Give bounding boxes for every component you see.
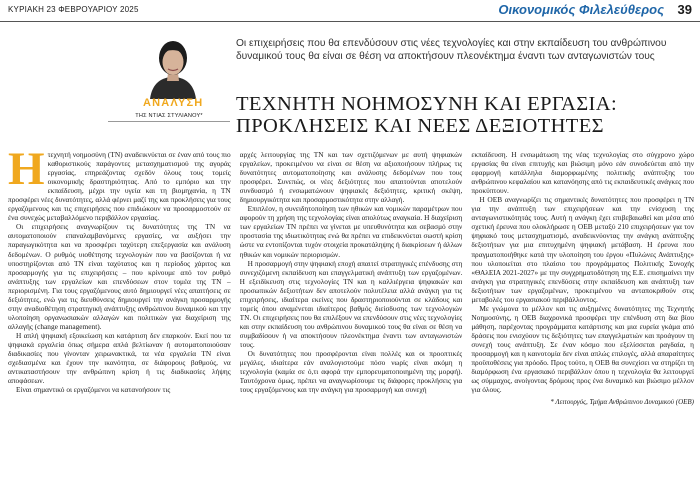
paragraph: Με γνώμονα το μέλλον και τις αυξημένες δυνατότητες της Τεχνητής Νοημοσύνης, η ΟΕΒ διαχρονικά προσφέρει την επένδυση στη δια βίου μάθηση, παρέχοντας προγράμματα κατάρτισης και μια ευρεία γκάμα από δράσεις που ενισχύουν τις δεξιότητες των επαγγελματιών και προάγουν τη συνεχή τους ανάπτυξη. Σε έναν κόσμο που εξελίσσεται ραγδαία, η προσαρμογή και η καινοτομία δεν είναι απλώς επιλογές, αλλά απαραίτητες προϋποθέσεις για πρόοδο. Προς τούτο, η ΟΕΒ θα συνεχίσει να στηρίζει τη διαμόρφωση ένα εργασιακό περιβάλλον όπου η τεχνολογία θα λειτουργεί ως σύμμαχος, ανοίγοντας δρόμους προς ένα δυναμικό και βιώσιμο μέλλον για όλους. [471,303,695,395]
page-header [0,0,700,22]
byline: ΤΗΣ ΝΤΙΑΣ ΣΤΥΛΙΑΝΟΥ* [135,113,203,119]
paragraph: Οι δυνατότητες που προσφέρονται είναι πολλές και οι προοπτικές μεγάλες, ιδιαίτερα εάν αναλογιστούμε πόσο νωρίς είναι ακόμη η τεχνολογία (καμία σε ό,τι αφορά την εμπορευματοποιημένη της μορφή). Ταυτόχρονα όμως, πρέπει να αναγνωρίσουμε τις διάφορες προκλήσεις για τους εργαζόμενους και την ανάγκη για προσαρμογή και συνεχή [239,349,463,395]
byline-divider [108,121,230,122]
paragraph: εκπαίδευση. Η ενσωμάτωση της νέας τεχνολογίας στο σύγχρονο χώρο εργασίας θα είναι επιτυχής και βιώσιμη μόνο εάν συνοδεύεται από την εφαρμογή κατάλληλα διαμορφωμένης πολιτικής ανάπτυξης του ανθρώπινου κεφαλαίου και κατανόησης από τις εκπαιδευτικές ανάγκες που προκύπτουν. [471,150,695,196]
article-body [8,150,694,496]
section-label: ΑΝΑΛΥΣΗ [143,97,204,109]
paragraph: Επιπλέον, η συνειδητοποίηση των ηθικών και νομικών παραμέτρων που αφορούν τη χρήση της τεχνολογίας είναι απολύτως αναγκαία. Η διαχείριση των εργαλείων ΤΝ πρέπει να γίνεται με υπευθυνότητα και σεβασμό στην προστασία της ιδιωτικότητας ενώ θα πρέπει να επιδεικνύεται σωστή κρίση ώστε να εντοπίζονται τυχόν στοιχεία προκατάληψης ή διακρίσεων ή άλλων ηθικών και νομικών περιορισμών. [239,204,463,259]
headline-line-2: ΠΡΟΚΛΗΣΕΙΣ ΚΑΙ ΝΕΕΣ ΔΕΞΙΟΤΗΤΕΣ [236,115,604,137]
body-column-3 [471,150,694,496]
author-portrait-icon [128,33,218,99]
newspaper-masthead: Οικονομικός Φιλελεύθερος [498,2,664,17]
paragraph: τεχνητή νοημοσύνη (ΤΝ) αναδεικνύεται σε έναν από τους πιο καθοριστικούς παράγοντες μετασχηματισμού της αγοράς εργασίας, επηρεάζοντας σχεδόν όλους τους τομείς οικονομικής δραστηριότητας. Από το εμπόριο και την εκπαίδευση, μέχρι την υγεία και τη βιομηχανία, η ΤΝ προσφέρει νέες δυνατότητες, αλλά φέρνει μαζί της και προκλήσεις για τους εργαζόμενους και τις επιχειρήσεις που επιδιώκουν να προσαρμοστούν σε ένα συνεχώς μεταβαλλόμενο περιβάλλον εργασίας. [8,150,231,223]
paragraph: αρχές λειτουργίας της ΤΝ και των σχετιζόμενων με αυτή ψηφιακών εργαλείων, προκειμένου να είναι σε θέση να αξιοποιήσουν πλήρως τις δυνατότητες αυτοματοποίησης και ανάλυσης δεδομένων που τους προσφέρει. Συνεπώς, οι νέες δεξιότητες που απαιτούνται αποτελούν συνδυασμό ή ενσωματώνουν ψηφιακές δεξιότητες, κριτική σκέψη, δημιουργικότητα και προσαρμοστικότητα στην αλλαγή. [239,150,463,205]
body-column-2 [240,150,463,496]
drop-cap: Η [8,150,45,195]
article-subheadline: Οι επιχειρήσεις που θα επενδύσουν στις νέες τεχνολογίες και στην εκπαίδευση του ανθρώπινου δυναμικού τους θα είναι σε θέση να αποκτήσουν πλεονέκτημα έναντι των ανταγωνιστών τους [236,38,667,62]
paragraph: Είναι σημαντικό οι εργαζόμενοι να κατανοήσουν τις [16,385,171,395]
article-headline [236,93,696,137]
paragraph: Η απλή ψηφιακή εξοικείωση και κατάρτιση δεν επαρκούν. Εκεί που τα ψηφιακά εργαλεία όπως σήμερα απλά βελτίωναν ή αυτοματοποιούσαν διαδικασίες που γίνονταν χειρωνακτικά, τα νέα εργαλεία ΤΝ είναι σχεδιασμένα και έχουν την ικανότητα, σε διάφορους βαθμούς, να αντικαταστήσουν την ανθρώπινη κρίση ή τις διαδικασίες λήψης αποφάσεων. [8,330,231,386]
paragraph: Η ΟΕΒ αναγνωρίζει τις σημαντικές δυνατότητες που προσφέρει η ΤΝ για την ανάπτυξη των επιχειρήσεων και την ενίσχυση της ανταγωνιστικότητάς τους. Αυτή η ανάγκη έχει επιβεβαιωθεί και μέσα από σχετική έρευνα που ολοκλήρωσε η ΟΕΒ μεταξύ 210 επιχειρήσεων για τον ψηφιακό τους μετασχηματισμό, αναδεικνύοντας την ανάγκη ανάπτυξης δεξιοτήτων για μια επιτυχημένη ψηφιακή μετάβαση. Η έρευνα που πραγματοποιήθηκε κατά την υλοποίηση του έργου «Πυλώνες Ανάπτυξης» που υλοποιείται στο πλαίσιο του προγράμματος Πολιτικής Συνοχής «ΘΑλΕΙΑ 2021-2027» με την συγχρηματοδότηση της Ε.Ε. επισημαίνει την ανάγκη για στρατηγικές επενδύσεις στην εκπαίδευση και ανάπτυξη των δεξιοτήτων των εργαζομένων, προκειμένου να ανταποκριθούν στις μεταβολές του εργασιακού περιβάλλοντος. [471,195,695,304]
author-footnote: * Λειτουργός, Τμήμα Ανθρώπινου Δυναμικού (ΟΕΒ) [550,398,695,407]
headline-line-1: ΤΕΧΝΗΤΗ ΝΟΗΜΟΣΥΝΗ ΚΑΙ ΕΡΓΑΣΙΑ: [236,93,618,115]
paragraph: Οι επιχειρήσεις αναγνωρίζουν τις δυνατότητες της ΤΝ να αυτοματοποιούν επαναλαμβανόμενες εργασίες, να αυξήσει την παραγωγικότητα και να προσφέρει ταχύτερη επεξεργασία και ανάλυση δεδομένων. Ο ρυθμός υιοθέτησης τεχνολογιών που να βασίζονται ή να υποστηρίζονται από ΤΝ είναι ταχύτατος και η περίοδος χάριτος και προσαρμογής για τις επιχειρήσεις – που κρίνουμε από τον ρυθμό ανάπτυξης των εργαλείων και επενδύσεων στον τομέα της ΤΝ – περιορισμένη. Για τους εργαζόμενους αυτό δημιουργεί νέες απαιτήσεις σε δεξιότητες, ενώ για τις διευθύνσεις δημιουργεί την ανάγκη προσαρμογής στην αναδιοθέτηση στρατηγική ανάπτυξης ανθρώπινου δυναμικού και την υλοποίηση οργανωσιακών αλλαγών και πολιτικών για διαχείριση της αλλαγής (change management). [8,222,231,331]
issue-date: ΚΥΡΙΑΚΗ 23 ΦΕΒΡΟΥΑΡΙΟΥ 2025 [8,5,139,14]
body-column-1 [8,150,231,496]
author-photo [128,33,218,99]
page-number: 39 [677,2,692,17]
paragraph: Η προσαρμογή στην ψηφιακή εποχή απαιτεί στρατηγικές επένδυσης στη συνεχιζόμενη εκπαίδευση και επαγγελματική ανάπτυξη των εργαζομένων. Η εξειδίκευση στις τεχνολογίες ΤΝ και η καλλιέργεια ψηφιακών και προσωπικών δεξιοτήτων δεν αποτελούν πολυτέλεια αλλά ανάγκη για τις επιχειρήσεις, ιδιαίτερα εκείνες που δραστηριοποιούνται σε κλάδους και τομείς όπου αναμένεται ιδιαίτερος βαθμός διείσδυσης των τεχνολογιών ΤΝ. Οι επιχειρήσεις που θα επιλέξουν να επενδύσουν στις νέες τεχνολογίες και στην εκπαίδευση του ανθρώπινου δυναμικού τους θα είναι σε θέση να συμβαδίσουν ή να αποκτήσουν πλεονέκτημα έναντι των ανταγωνιστών τους. [239,258,463,349]
